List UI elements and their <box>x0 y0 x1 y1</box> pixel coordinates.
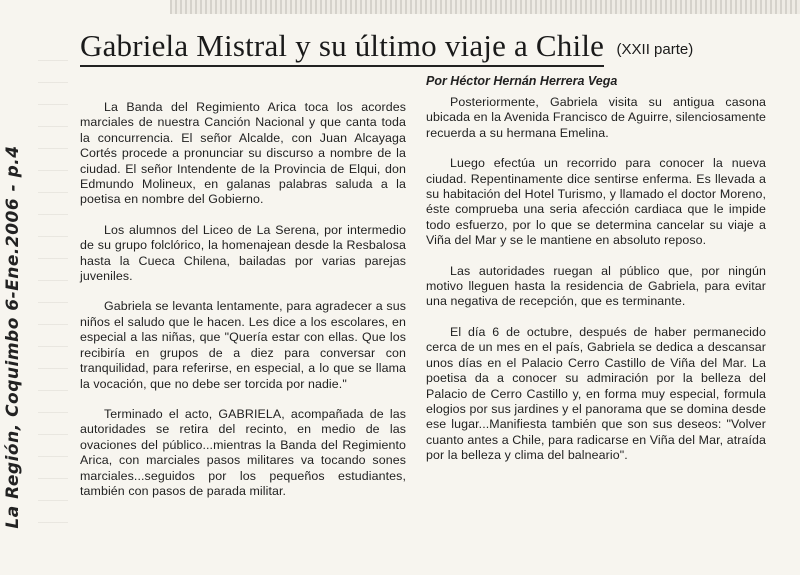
paragraph: Posteriormente, Gabriela visita su antigua casona ubicada en la Avenida Francisco de Aguirre, silenciosamente recuerda a su hermana Emelina. <box>426 95 766 140</box>
bleed-through-texture-left <box>38 60 68 540</box>
paragraph: Luego efectúa un recorrido para conocer la nueva ciudad. Repentinamente dice sentirse enferma. Es llevada a su habitación del Hotel Turismo, y llamado el doctor Moreno, éste comprueba una seria afección cardiaca que le impide todo esfuerzo, por lo que se determina cancelar su viaje a Viña del Mar y se le mantiene en absoluto reposo. <box>426 156 766 248</box>
article-part-label: (XXII parte) <box>616 41 694 58</box>
paragraph: La Banda del Regimiento Arica toca los acordes marciales de nuestra Canción Nacional y que canta toda la concurrencia. El señor Alcalde, con Juan Alcayaga Cortés procede a pronunciar su discurso a nombre de la ciudad. El señor Intendente de la Provincia de Elqui, don Edmundo Molineux, en galanas palabras saluda a la poetisa en nombre del Gobierno. <box>80 100 406 207</box>
handwritten-source-text: La Región, Coquimbo 6-Ene.2006 - p.4 <box>3 145 23 529</box>
handwritten-source-note <box>0 112 28 562</box>
right-column <box>426 95 766 479</box>
left-column <box>80 100 406 514</box>
paragraph: Las autoridades ruegan al público que, por ningún motivo lleguen hasta la residencia de Gabriela, para evitar una negativa de recepción, que es terminante. <box>426 263 766 309</box>
article-byline: Por Héctor Hernán Herrera Vega <box>426 74 618 88</box>
article-title: Gabriela Mistral y su último viaje a Chile <box>80 28 604 67</box>
bleed-through-texture-top <box>170 0 800 14</box>
paragraph: Terminado el acto, GABRIELA, acompañada de las autoridades se retira del recinto, en medio de las ovaciones del público...mientras la Banda del Regimiento Arica, con marciales pasos militares va tocando sones marciales...seguidos por los pequeños estudiantes, también con pasos de parada militar. <box>80 406 406 498</box>
paragraph: Los alumnos del Liceo de La Serena, por intermedio de su grupo folclórico, la homenajean desde la Resbalosa hasta la Cueca Chilena, bailadas por varias parejas juveniles. <box>80 222 406 284</box>
paragraph: El día 6 de octubre, después de haber permanecido cerca de un mes en el país, Gabriela se dedica a descansar unos días en el Palacio Cerro Castillo de Viña del Mar. La poetisa da a conocer su admiración por la belleza del Palacio de Cerro Castillo y, en forma muy especial, formula elogios por sus jardines y el panorama que se domina desde ese lugar...Manifiesta también que son sus deseos: "Volver cuanto antes a Chile, para radicarse en Viña del Mar, atraída por la belleza y clima del balneario". <box>426 324 766 463</box>
paragraph: Gabriela se levanta lentamente, para agradecer a sus niños el saludo que le hacen. Les dice a los escolares, en especial a las niñas, que "Quería estar con ellas. Que los recibiría en grupos de a diez para conversar con tranquilidad, para referirse, en especial, a lo que se llama la vocación, que no debe ser torcida por nadie." <box>80 299 406 391</box>
article-header <box>80 28 770 72</box>
